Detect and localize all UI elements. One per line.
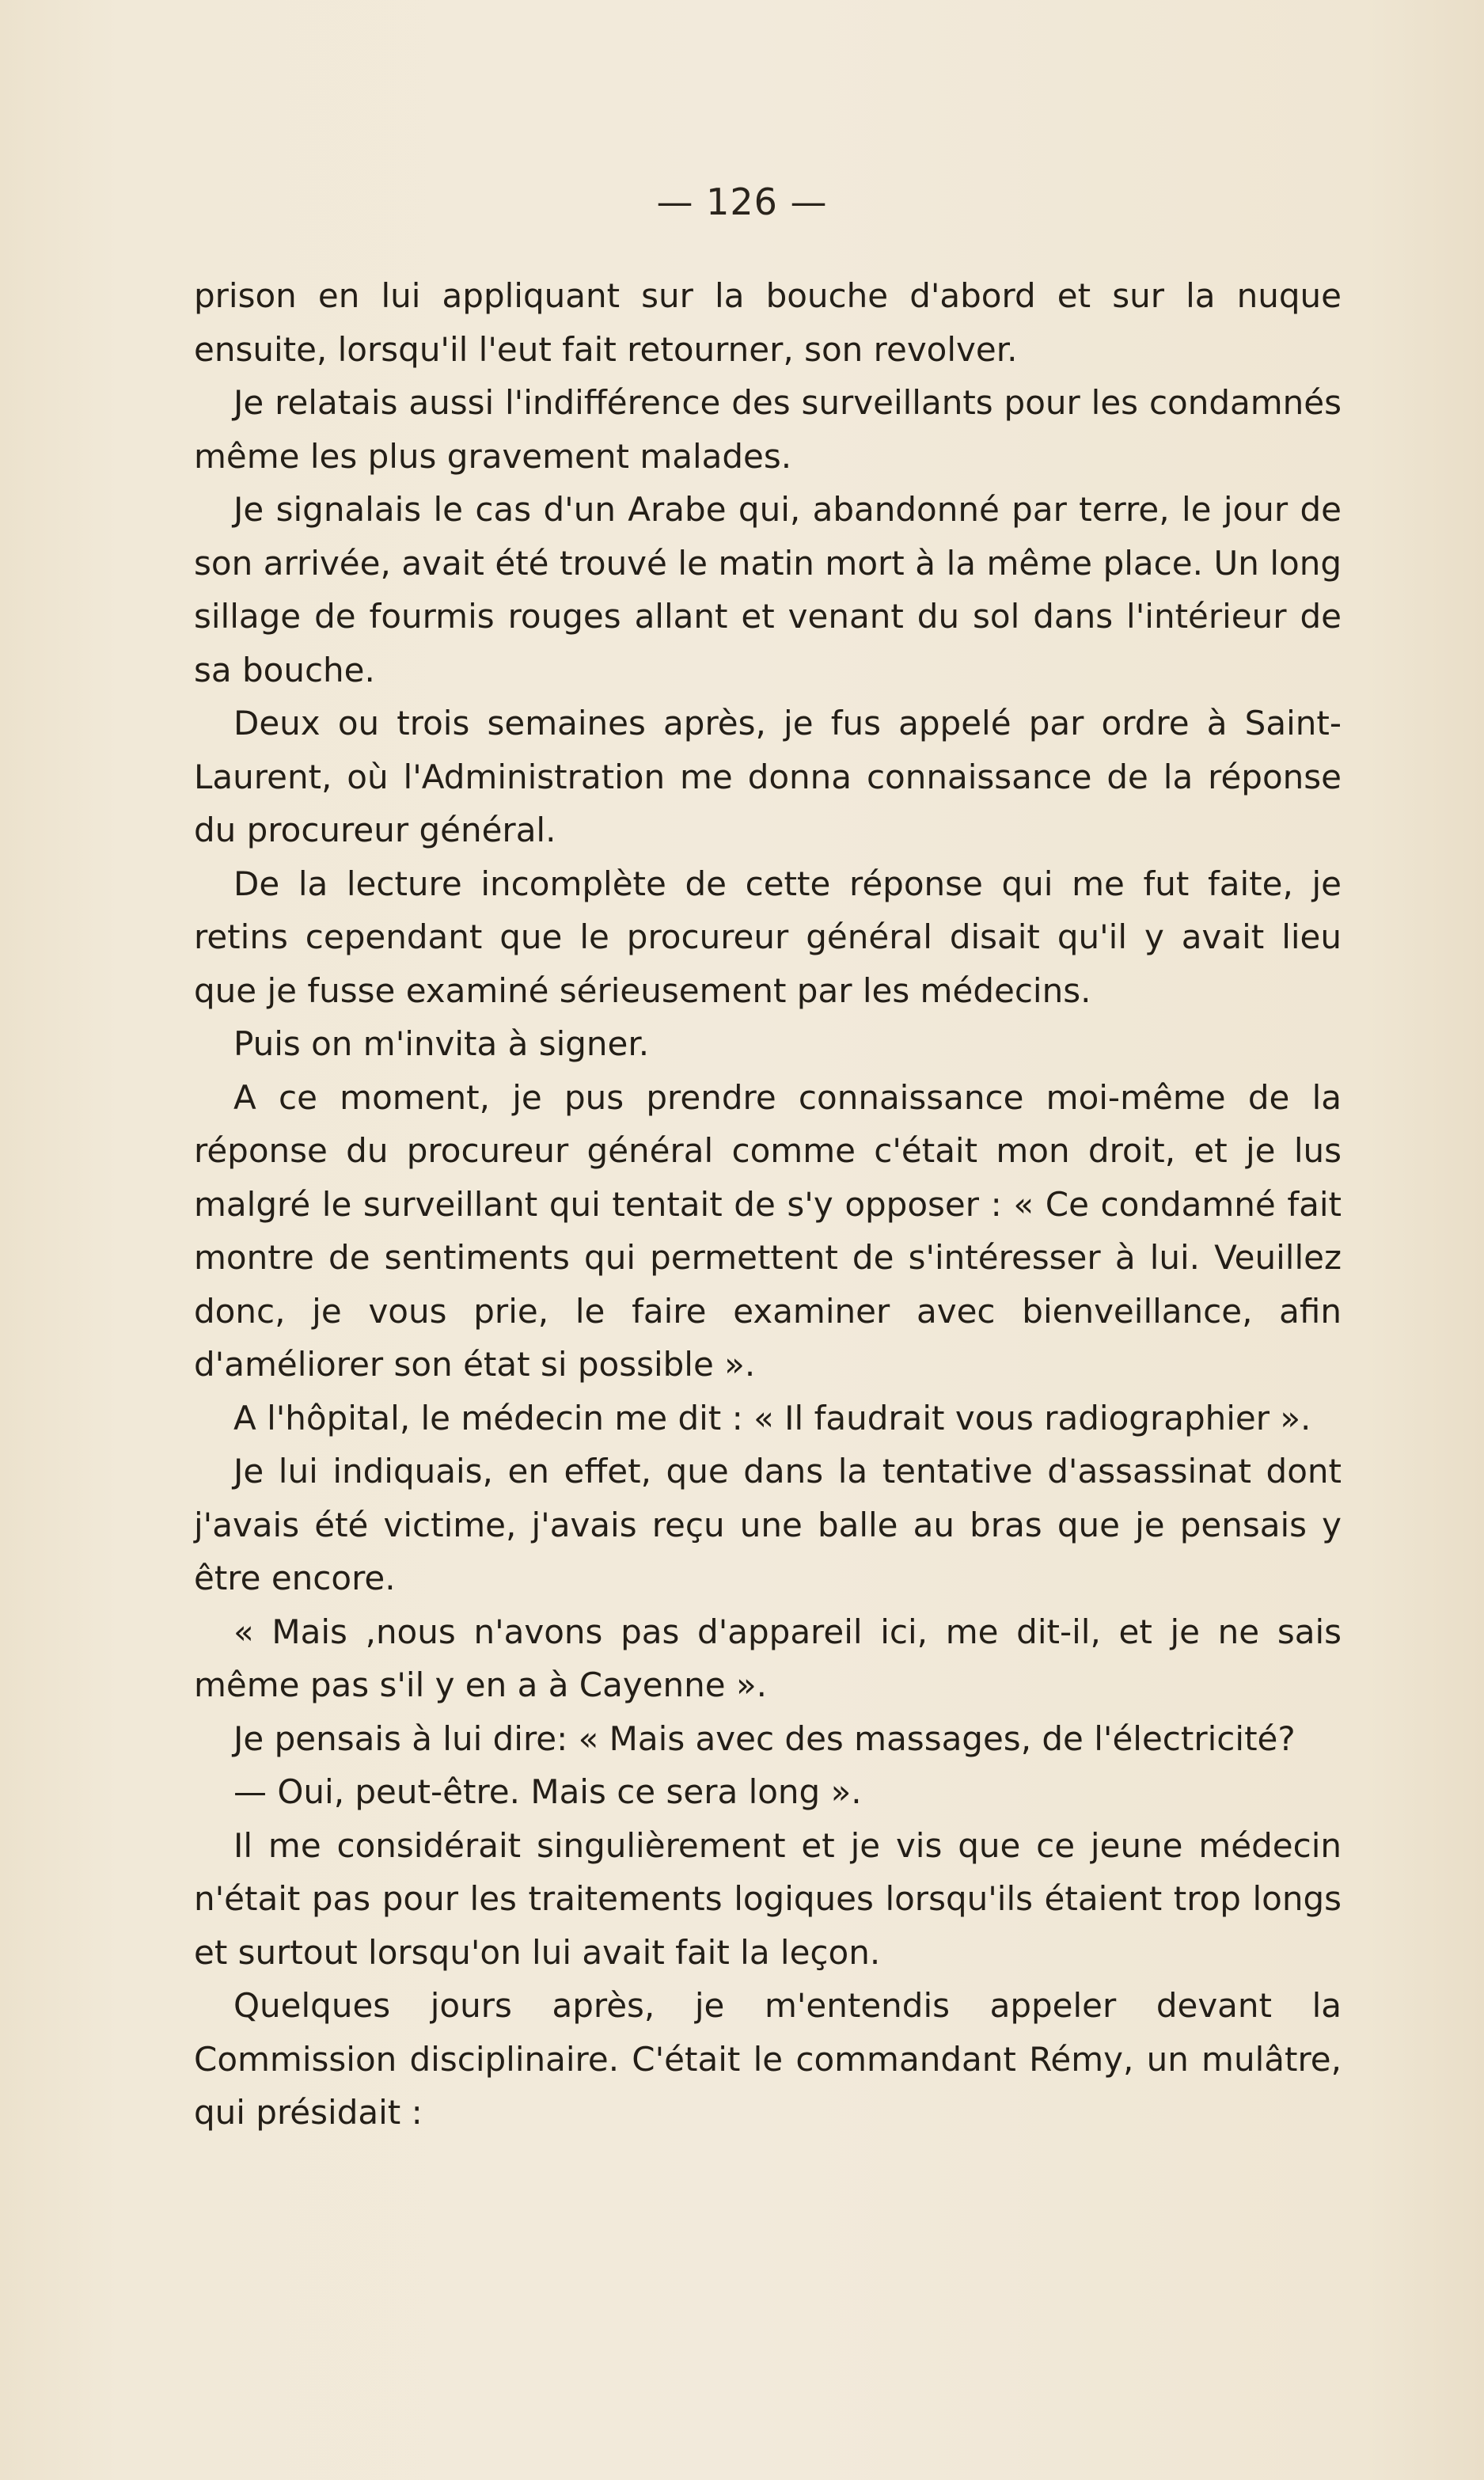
page-number: — 126 — bbox=[656, 180, 828, 223]
paragraph: Deux ou trois semaines après, je fus appelé par ordre à Saint-Laurent, où l'Administration me donna connaissance de la réponse du procureur général. bbox=[194, 704, 1342, 849]
paragraph: — Oui, peut-être. Mais ce sera long ». bbox=[233, 1772, 862, 1811]
paragraph: Puis on m'invita à signer. bbox=[233, 1024, 650, 1063]
paragraph: « Mais ,nous n'avons pas d'appareil ici, me dit-il, et je ne sais même pas s'il y en a à Cayenne ». bbox=[194, 1612, 1342, 1704]
paragraph: Je pensais à lui dire: « Mais avec des massages, de l'électricité? bbox=[233, 1719, 1296, 1758]
paragraph: A l'hôpital, le médecin me dit : « Il faudrait vous radiographier ». bbox=[233, 1398, 1311, 1437]
body-text bbox=[194, 269, 1342, 2140]
paragraph-continuation: prison en lui appliquant sur la bouche d'abord et sur la nuque ensuite, lorsqu'il l'eut fait retourner, son revolver. bbox=[194, 276, 1342, 369]
paragraph: Quelques jours après, je m'entendis appeler devant la Commission disciplinaire. C'était le commandant Rémy, un mulâtre, qui présidait : bbox=[194, 1986, 1342, 2132]
paragraph: Je lui indiquais, en effet, que dans la tentative d'assassinat dont j'avais été victime, j'avais reçu une balle au bras que je pensais y être encore. bbox=[194, 1452, 1342, 1597]
paragraph: De la lecture incomplète de cette réponse qui me fut faite, je retins cependant que le procureur général disait qu'il y avait lieu que je fusse examiné sérieusement par les médecins. bbox=[194, 864, 1342, 1010]
paragraph: Je signalais le cas d'un Arabe qui, abandonné par terre, le jour de son arrivée, avait été trouvé le matin mort à la même place. Un long sillage de fourmis rouges allant et venant du sol dans l'intérieur de sa bouche. bbox=[194, 490, 1342, 689]
paragraph: A ce moment, je pus prendre connaissance moi-même de la réponse du procureur général comme c'était mon droit, et je lus malgré le surveillant qui tentait de s'y opposer : « Ce condamné fait montre de sentiments qui permettent de s'intéresser à lui. Veuillez donc, je vous prie, le faire examiner avec bienveillance, afin d'améliorer son état si possible ». bbox=[194, 1077, 1342, 1384]
paragraph: Je relatais aussi l'indifférence des surveillants pour les condamnés même les plus gravement malades. bbox=[194, 383, 1342, 476]
paragraph: Il me considérait singulièrement et je vis que ce jeune médecin n'était pas pour les traitements logiques lorsqu'ils étaient trop longs et surtout lorsqu'on lui avait fait la leçon. bbox=[194, 1825, 1342, 1972]
